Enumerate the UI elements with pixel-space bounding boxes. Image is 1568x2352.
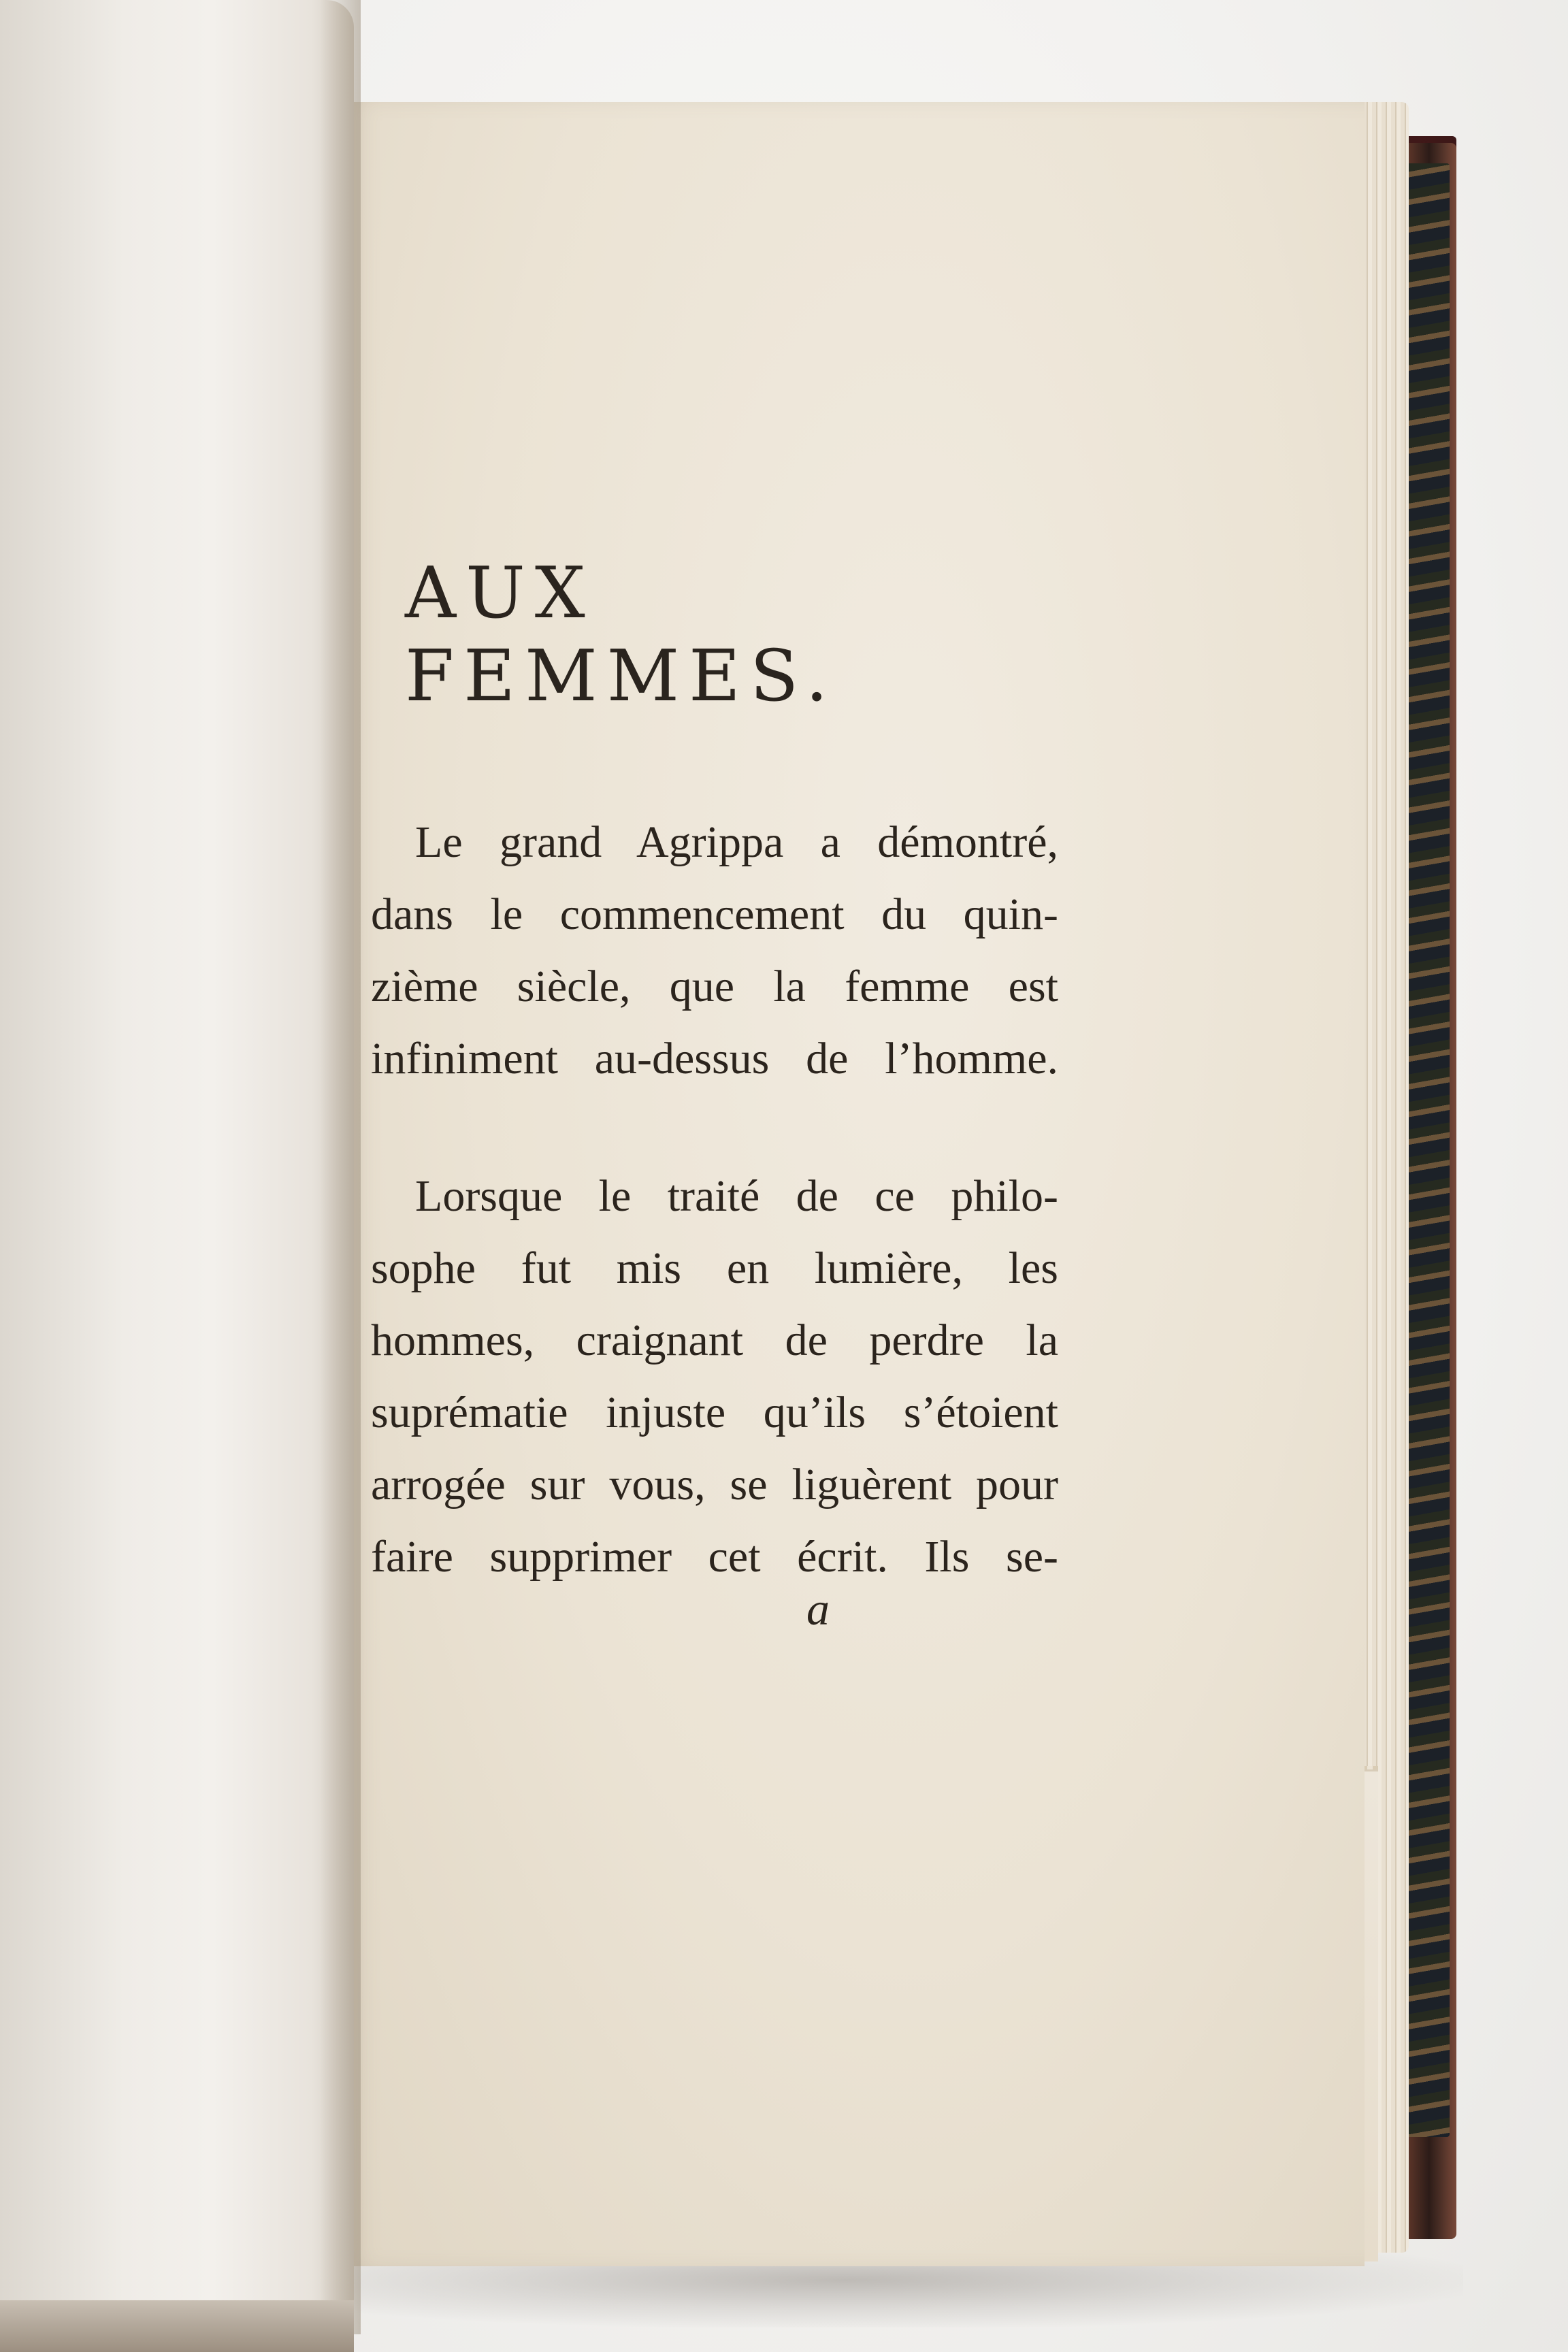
marbled-endpaper xyxy=(1402,163,1450,2137)
text-line: infiniment au-dessus de l’homme. xyxy=(371,1034,1058,1083)
left-page xyxy=(0,0,354,2352)
text-line: Lorsque le traité de ce philo- xyxy=(415,1171,1058,1221)
text-line: Le grand Agrippa a démontré, xyxy=(415,817,1058,867)
signature-mark: a xyxy=(806,1583,830,1635)
text-line: hommes, craignant de perdre la xyxy=(371,1316,1058,1365)
page-heading: AUX FEMMES. xyxy=(405,551,838,717)
left-cover-bottom xyxy=(0,2300,354,2352)
text-line: dans le commencement du quin- xyxy=(371,889,1058,939)
text-line: zième siècle, que la femme est xyxy=(371,962,1058,1011)
paragraph-1 xyxy=(371,806,1058,1095)
left-page-gutter xyxy=(320,0,361,2334)
text-line: suprématie injuste qu’ils s’étoient xyxy=(371,1388,1058,1437)
text-line: sophe fut mis en lumière, les xyxy=(371,1243,1058,1293)
text-line: faire supprimer cet écrit. Ils se- xyxy=(371,1532,1058,1582)
paragraph-2 xyxy=(371,1160,1058,1593)
text-line: arrogée sur vous, se liguèrent pour xyxy=(371,1460,1058,1509)
